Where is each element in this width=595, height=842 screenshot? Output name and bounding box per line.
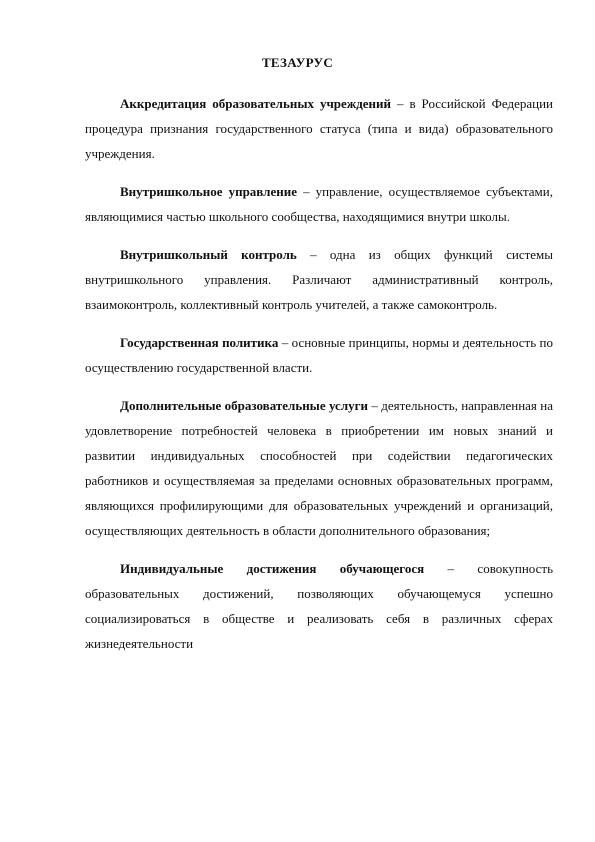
entry-term: Государственная политика [120,335,279,350]
thesaurus-list [85,91,553,669]
page-title: ТЕЗАУРУС [261,55,334,70]
entry-term: Внутришкольное управление [120,184,297,199]
thesaurus-entry [85,330,553,380]
entry-term: Аккредитация образовательных учреждений [120,96,392,111]
entry-definition: – деятельность, направленная на удовлетворение потребностей человека в приобретении им новых знаний и развитии индивидуальных способностей при содействии педагогических работников и осуществляемая за пределами основных образовательных программ, являющихся профилирующими для образовательных учреждений и организаций, осуществляющих деятельность в области дополнительного образования; [85,398,553,538]
thesaurus-entry [85,91,553,166]
entry-definition: – совокупность образовательных достижений, позволяющих обучающемуся успешно социализироваться в обществе и реализовать себя в различных сферах жизнедеятельности [85,561,553,651]
thesaurus-entry [85,242,553,317]
entry-definition: – в Российской Федерации процедура признания государственного статуса (типа и вида) образовательного учреждения. [85,96,553,161]
entry-definition: – одна из общих функций системы внутришкольного управления. Различают административный контроль, взаимоконтроль, коллективный контроль учителей, а также самоконтроль. [85,247,554,312]
thesaurus-entry [85,393,553,543]
thesaurus-entry [85,179,553,229]
entry-term: Внутришкольный контроль [120,247,297,262]
entry-term: Дополнительные образовательные услуги [120,398,369,413]
entry-term: Индивидуальные достижения обучающегося [120,561,425,576]
entry-definition: – основные принципы, нормы и деятельность по осуществлению государственной власти. [85,335,553,375]
thesaurus-entry [85,556,553,656]
entry-definition: – управление, осуществляемое субъектами, являющимися частью школьного сообщества, находящимися внутри школы. [85,184,553,224]
